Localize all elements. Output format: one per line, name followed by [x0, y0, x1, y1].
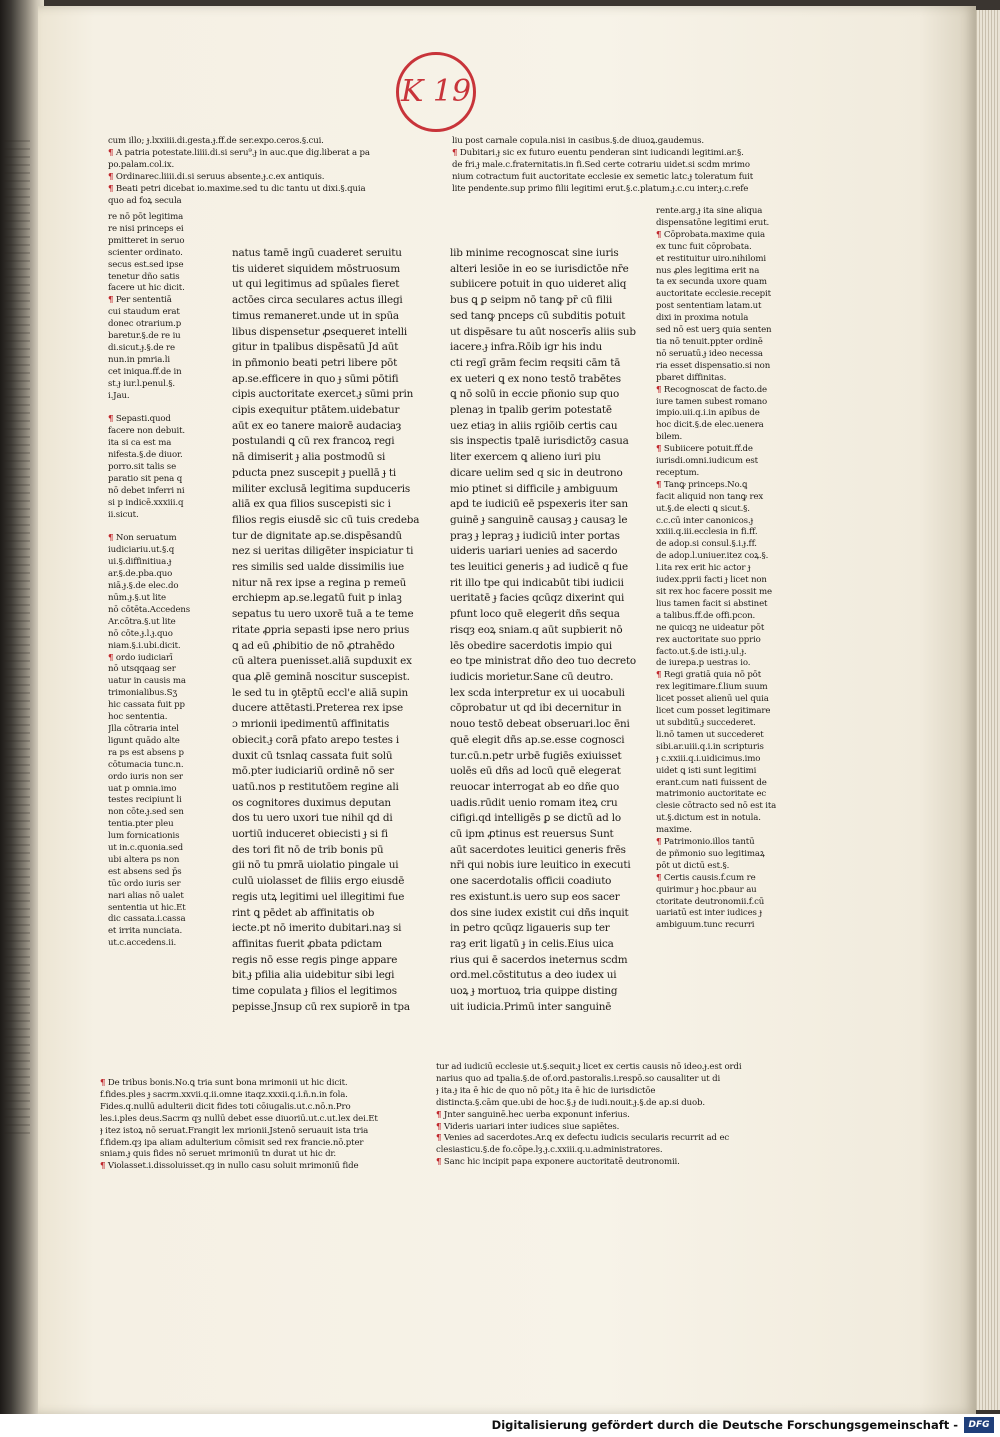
text-line: iudiciariu.ut.§.q	[108, 545, 175, 556]
text-line: in petro qcūqz ligaueris sup ter	[450, 922, 610, 935]
text-line: rente.arg.ɟ ita sine aliqua	[656, 206, 763, 216]
text-line: re nisi princeps ei	[108, 223, 184, 234]
text-line: uatū.nos p restitutōem regine ali	[232, 780, 399, 793]
rubric-mark-icon: ¶	[656, 229, 662, 240]
text-line: lēs obedire sacerdotis impio qui	[450, 639, 613, 652]
text-line: res similis sed ualde dissimilis iue	[232, 561, 404, 574]
text-line: dicare uelim sed q sic in deutrono	[450, 466, 623, 479]
text-line: aūt ex eo tanere maiorē audaciaȝ	[232, 419, 402, 432]
text-line: ¶ Beati petri dicebat io.maxime.sed tu dic tantu ut dixi.§.quia	[108, 183, 366, 194]
text-line: nā dimiserit ɟ alia postmodū si	[232, 451, 386, 464]
text-line: si p indicē.xxxiii.q	[108, 497, 184, 508]
dfg-logo: DFG	[964, 1417, 994, 1433]
text-line: nō cōtēta.Accedens	[108, 604, 191, 615]
text-line: aliā ex qua filios suscepisti sic i	[232, 498, 391, 511]
rubric-mark-icon: ¶	[108, 171, 114, 182]
text-line: dos sine iudex existit cui dñs inquit	[450, 906, 629, 919]
text-line: ¶ Ordinarec.liiii.di.si seruus absente.ɟ.c.ex antiquis.	[108, 171, 325, 182]
text-line	[108, 522, 228, 534]
text-line: nus ꝓles legitima erit na	[656, 265, 760, 276]
text-line: pfunt loco quē elegerit dñs sequa	[450, 608, 620, 621]
text-line: et irrita nunciata.	[108, 926, 183, 937]
text-line: testes recipiunt li	[108, 795, 182, 806]
rubric-mark-icon: ¶	[436, 1121, 442, 1132]
text-line: ducere attētasti.Preterea rex ipse	[232, 702, 403, 715]
text-line: iudicis morietur.Sane cū deutro.	[450, 670, 614, 683]
text-line: di.sicut.ɟ.§.de re	[108, 342, 175, 353]
text-line: ut dispēsare tu aūt noscerīs aliis sub	[450, 325, 636, 338]
text-line: ut subditū.ɟ succederet.	[656, 717, 756, 728]
text-line: nium cotractum fuit auctoritate ecclesie ex semetic latc.ɟ toleratum fuit	[452, 171, 754, 182]
text-line: l.ita rex erit hic actor ɟ	[656, 563, 751, 574]
text-line: ria esset dispensatio.si non	[656, 360, 771, 371]
gloss-top-left	[108, 136, 428, 216]
text-line: le sed tu in ꝯtēptū eccl'e aliā supin	[232, 686, 408, 699]
text-line: sepatus tu uero uxorē tuā a te teme	[232, 608, 414, 621]
text-line: nouo testō debeat obseruari.loc ēni	[450, 718, 630, 731]
text-line: erant.cum nati fuissent de	[656, 777, 767, 788]
text-line: nari alias nō ualet	[108, 890, 184, 901]
text-line: sed nō est uerꝫ quia senten	[656, 325, 772, 336]
text-line: timus remaneret.unde ut in spūa	[232, 309, 399, 322]
text-line: bus ꝗ ꝑ seipm nō tanꝙ pr̄ cū filii	[450, 294, 613, 307]
text-line: de fri.ɟ male.c.fraternitatis.in fi.Sed certe cotrariu uidet.si scdm mrimo	[452, 159, 750, 170]
text-line: tentia.pter pleu	[108, 819, 174, 830]
text-line: nūm.ɟ.§.ut lite	[108, 593, 166, 603]
page-edges	[976, 10, 1000, 1410]
text-line: nō seruatū.ɟ ideo necessa	[656, 348, 763, 359]
text-line: hoc dicit.§.de elec.uenera	[656, 420, 764, 431]
text-line: cipis auctoritate exercet.ɟ sūmi prin	[232, 388, 414, 401]
text-line: ord.mel.cōstitutus a deo iudex ui	[450, 969, 617, 982]
text-line: iudex.pprii facti ɟ licet non	[656, 575, 767, 586]
text-line: licet cum posset legitimare	[656, 706, 771, 717]
text-line: in pñmonio beati petri libere pōt	[232, 356, 398, 369]
text-line: postulandi ꝗ cū rex francoꝝ regi	[232, 435, 395, 448]
text-line: tis uideret siquidem mōstruosum	[232, 262, 401, 275]
rubric-mark-icon: ¶	[108, 414, 114, 425]
text-line: uat p omnia.imo	[108, 783, 177, 794]
text-line: hoc sententia.	[108, 712, 168, 723]
text-line: facit aliquid non tanꝙ rex	[656, 491, 764, 502]
rubric-mark-icon: ¶	[100, 1078, 106, 1088]
text-line: ¶ Regi gratiā quia nō pōt	[656, 670, 761, 681]
text-line: ubi altera ps non	[108, 854, 180, 865]
text-line: quirimur ɟ hoc.pbaur au	[656, 884, 757, 895]
text-line: praȝ ɟ lepraȝ ɟ iudiciū inter portas	[450, 529, 620, 542]
text-line: receptum.	[656, 467, 700, 478]
text-line: facto.ut.§.de isti.ɟ.ul.ɟ.	[656, 646, 747, 657]
text-line: nō cōte.ɟ.l.ɟ.quo	[108, 628, 173, 639]
text-line: sniam.ɟ quis fides nō seruet mrimoniū tn durat ut hic dr.	[100, 1149, 337, 1160]
text-line: tūc ordo iuris ser	[108, 878, 181, 889]
text-line: narius quo ad tpalia.§.de of.ord.pastoralis.i.respō.so causaliter ut di	[436, 1073, 721, 1084]
text-line: ꝗ nō solū in eccie pñonio sup quo	[450, 388, 620, 401]
text-line: iacere.ɟ infra.Rōib igr his indu	[450, 341, 603, 354]
text-line: uariatū est inter iudices ɟ	[656, 908, 762, 919]
text-line: est absens sed p̄s	[108, 866, 182, 877]
text-line: time copulata ɟ filios el legitimos	[232, 985, 397, 998]
text-line: cti regī grām fecim reqsiti cām tā	[450, 356, 621, 369]
text-line: rint ꝗ pēdet ab affinitatis ob	[232, 906, 375, 919]
text-line: secus est.sed ipse	[108, 259, 184, 270]
text-line: erchiepm ap.se.legatū fuit p inlaꝫ	[232, 592, 402, 605]
text-line: dixi in proxima notula	[656, 313, 749, 324]
text-line: ɟ c.xxiii.q.i.uidicimus.imo	[656, 753, 761, 764]
text-line: one sacerdotalis officii coadiuto	[450, 875, 612, 888]
text-line: pbaret diffinitas.	[656, 372, 727, 383]
text-line: Fides.q.nullū adulterii dicit fides toti cōiugalis.ut.c.nō.n.Pro	[100, 1101, 351, 1112]
text-line: qua ꝓlē geminā noscitur suscepist.	[232, 670, 410, 683]
text-line: natus tamē ingū cuaderet seruitu	[232, 247, 402, 259]
text-line: tur.cū.n.petr urbē fugiēs exiuisset	[450, 749, 622, 762]
text-line: ¶ Non seruatum	[108, 533, 177, 544]
text-line: porro.sit talis se	[108, 462, 177, 473]
text-line: i.Jau.	[108, 390, 130, 401]
text-line: Ar.cōtra.§.ut lite	[108, 616, 176, 627]
text-line: ta ex secunda uxore quam	[656, 277, 767, 288]
text-line: tia nō tenuit.ppter ordinē	[656, 336, 763, 347]
text-line: os cognitores duximus deputan	[232, 796, 391, 809]
text-line: regis nō esse regis pinge appare	[232, 953, 398, 966]
text-line: c.c.cū inter canonicos.ɟ	[656, 515, 753, 526]
text-line: uideris uariari uenies ad sacerdo	[450, 545, 618, 558]
text-line: licet posset alienū uel quia	[656, 694, 769, 705]
text-line: ¶ Cōprobata.maxime quia	[656, 229, 765, 240]
text-line: lex scda interpretur ex ui uocabuli	[450, 686, 625, 699]
text-line: paratio sit pena q	[108, 473, 183, 484]
text-line: iure tamen subest romano	[656, 396, 768, 407]
gloss-top-right	[452, 136, 812, 206]
text-line: f.fidem.qȝ ipa aliam adulterium cōmisit sed rex francie.nō.pter	[100, 1137, 364, 1148]
text-line: ɔ mrionii ipedimentū affinitatis	[232, 718, 390, 731]
text-line: tenetur dño satis	[108, 271, 180, 282]
text-line: risqȝ eoꝝ sniam.q aūt supbierit nō	[450, 623, 623, 636]
rubric-mark-icon: ¶	[656, 670, 662, 681]
text-line: ¶ Sepasti.quod	[108, 414, 171, 425]
text-line: matrimonio auctoritate ec	[656, 789, 767, 800]
text-line: ¶ Recognoscat de facto.de	[656, 384, 767, 395]
text-line: niā.ɟ.§.de elec.do	[108, 581, 179, 592]
gloss-right-column	[656, 206, 808, 1066]
text-line: cet iniqua.ff.de in	[108, 366, 182, 377]
text-line: subiicere potuit in quo uideret aliq	[450, 278, 627, 291]
text-line: f.fides.ples ɟ sacrm.xxvii.q.ii.omne itaqz.xxxii.q.i.ñ.n.in fola.	[100, 1089, 348, 1100]
text-line: nez si ueritas diligēter inspiciatur ti	[232, 545, 414, 558]
rubric-mark-icon: ¶	[656, 479, 662, 490]
text-line: ita si ca est ma	[108, 438, 172, 449]
text-line: auctoritate ecclesie.recepit	[656, 289, 771, 300]
text-line: nifesta.§.de diuor.	[108, 450, 183, 461]
text-line: reuocar interrogat ab eo dñe quo	[450, 780, 620, 793]
text-line: ɟ itez istoꝝ nō seruat.Frangit lex mrionii.Jstenō seruauit ista tria	[100, 1125, 369, 1136]
text-line: baretur.§.de re iu	[108, 331, 181, 342]
text-line: rex auctoritate suo pprio	[656, 634, 761, 645]
text-line: niam.§.i.ubi.dicit.	[108, 640, 181, 651]
text-line: ap.se.efficere in quo ɟ sūmi pōtifi	[232, 372, 399, 385]
text-line: ligunt quādo alte	[108, 735, 180, 746]
text-line: iurisdi.omni.iudicum est	[656, 456, 758, 467]
text-line: de adop.si consul.§.i.ɟ.ff.	[656, 539, 757, 550]
text-line: sibi.ar.uiii.q.i.in scripturis	[656, 741, 764, 752]
text-line: rius qui ē sacerdos ineternus scdm	[450, 953, 628, 966]
text-line: plenaȝ in tpalib gerim potestatē	[450, 404, 612, 417]
text-line: gii nō tu pmrā uiolatio pingale ui	[232, 859, 399, 872]
text-line: bilem.	[656, 432, 683, 443]
text-line: ¶ Sanc hic incipit papa exponere auctoritatē deutronomii.	[436, 1157, 680, 1168]
text-line: clesie cōtracto sed nō est ita	[656, 801, 777, 812]
text-line: ¶ Certis causis.f.cum re	[656, 872, 756, 883]
rubric-mark-icon: ¶	[452, 147, 458, 158]
text-line: ii.sicut.	[108, 509, 139, 520]
rubric-mark-icon: ¶	[436, 1109, 442, 1120]
text-line: nr̄i qui nobis iure leuitico in executi	[450, 859, 631, 872]
text-line: aūt sacerdotes leuitici generis frēs	[450, 843, 626, 856]
text-line: tur de dignitate ap.se.dispēsandū	[232, 529, 402, 542]
text-line: uit iudicia.Primū inter sanguinē	[450, 1000, 612, 1013]
text-line: quo ad foꝝ secula	[108, 195, 182, 206]
text-line: impio.uii.q.i.in apibus de	[656, 408, 760, 419]
gloss-bottom-left	[100, 1078, 430, 1190]
text-line: ¶ Dubitari.ɟ sic ex futuro euentu penderan sint iudicandi legitimi.ar.§.	[452, 147, 744, 158]
text-line: ut.§.de electi ꝗ sicut.§.	[656, 503, 750, 514]
text-line: ¶ Tanꝙ princeps.No.ꝗ	[656, 479, 748, 490]
text-line: cū altera puenisset.aliā supduxit ex	[232, 655, 412, 668]
text-line: dos tu uero uxori tue nihil qd di	[232, 812, 393, 825]
text-line: uolēs eū dñs ad locū quē elegerat	[450, 765, 621, 778]
main-text-column-2	[450, 246, 650, 1036]
text-line: tes leuitici generis ɟ ad iudicē q fue	[450, 561, 628, 574]
text-line: cum illo; ɟ.lxxiiii.di.gesta.ɟ.ff.de ser.expo.ceros.§.cui.	[108, 136, 324, 146]
text-line: a talibus.ff.de offi.pcon.	[656, 610, 756, 621]
text-line: duxit cū tsnlaq cassata fuit solū	[232, 749, 393, 762]
text-line: iecte.pt nō imerito dubitari.naȝ si	[232, 922, 402, 935]
text-line: ¶ Venies ad sacerdotes.Ar.ꝗ ex defectu iudicis secularis recurrit ad ec	[436, 1133, 730, 1144]
text-line: ctoritate deutronomii.f.cū	[656, 896, 765, 907]
text-line: uadis.rūdit uenio romam iteꝝ cru	[450, 796, 618, 809]
stamp-text: K 19	[400, 74, 472, 109]
text-line: ut qui legitimus ad spūales fieret	[232, 278, 400, 291]
text-line: ut.§.dictum est in notula.	[656, 813, 761, 824]
text-line: bit.ɟ pfilia alia uidebitur sibi legi	[232, 969, 395, 982]
text-line: nitur nā rex ipse a regina p remeū	[232, 576, 407, 589]
text-line: ex ueteri ꝗ ex nono testō trabētes	[450, 372, 621, 385]
main-text-column-1	[232, 246, 442, 1036]
text-line: liu post carnale copula.nisi in casibus.§.de diuoꝝ.gaudemus.	[452, 136, 704, 146]
text-line: lum fornicationis	[108, 831, 180, 842]
text-line: facere non debuit.	[108, 426, 185, 437]
text-line: ut in.c.quonia.sed	[108, 843, 183, 854]
library-stamp	[396, 52, 476, 132]
text-line: les.i.ples deus.Sacrm qȝ nullū debet esse diuoriū.ut.c.ut.lex dei.Et	[100, 1113, 378, 1124]
text-line: ¶ Subiicere potuit.ff.de	[656, 444, 753, 455]
digitization-footer	[0, 1414, 1000, 1437]
rubric-mark-icon: ¶	[436, 1157, 442, 1168]
text-line: hic cassata fuit pp	[108, 700, 185, 711]
text-line: culū uiolasset de filiis ergo eiusdē	[232, 875, 405, 888]
text-line: ¶ Videris uariari inter iudices siue sapiētes.	[436, 1121, 620, 1132]
text-line: libus dispensetur ꝓsequeret intelli	[232, 325, 407, 338]
text-line: sit rex hoc facere possit me	[656, 587, 772, 597]
text-line: lib minime recognoscat sine iuris	[450, 247, 619, 259]
text-line: Jlla cōtraria intel	[108, 723, 179, 734]
text-line: de iurepa.p uestras io.	[656, 658, 751, 669]
text-line: nō debet inferri ni	[108, 485, 185, 496]
text-line: uidet ꝗ isti sunt legitimi	[656, 765, 757, 776]
text-line: xxiii.q.iii.ecclesia in fi.ff.	[656, 527, 758, 538]
text-line: ra ps est absens p	[108, 747, 184, 758]
text-line: clesiasticu.§.de fo.cōpe.lȝ.ɟ.c.xxiii.q.u.administratores.	[436, 1145, 663, 1156]
text-line: ueritatē ɟ facies qcūqz dixerint qui	[450, 592, 625, 605]
text-line: mio ptinet si difficile ɟ ambiguum	[450, 482, 618, 495]
facing-page-edge	[4, 140, 30, 1140]
text-line: de pñmonio suo legitimaꝝ	[656, 848, 765, 859]
text-line: militer exclusā legitima supduceris	[232, 482, 410, 495]
text-line: pepisse.Jnsup cū rex supiorē in tpa	[232, 1000, 410, 1013]
rubric-mark-icon: ¶	[436, 1133, 442, 1144]
text-line: ¶ Per sententiā	[108, 295, 172, 306]
text-line: tur ad iudiciū ecclesie ut.§.sequit.ɟ licet ex certis causis nō ideo.ɟ.est ordi	[436, 1062, 742, 1072]
text-line: uoꝝ ɟ mortuoꝝ tria quippe disting	[450, 985, 618, 998]
rubric-mark-icon: ¶	[108, 183, 114, 194]
text-line: cōprobatur ut qd ibi decernitur in	[450, 702, 622, 715]
text-line: po.palam.col.ix.	[108, 159, 175, 170]
text-line: ¶ ordo iudiciarī	[108, 652, 173, 663]
text-line: des tori fit nō de trib bonis pū	[232, 843, 384, 856]
text-line: ex tunc fuit cōprobata.	[656, 241, 752, 252]
text-line: ¶ Patrimonio.illos tantū	[656, 837, 755, 848]
text-line: liter exercem ꝗ alieno iuri piu	[450, 451, 601, 464]
rubric-mark-icon: ¶	[108, 295, 114, 306]
text-line: nō utsqqaag ser	[108, 664, 176, 675]
rubric-mark-icon: ¶	[100, 1161, 106, 1172]
text-line: ui.§.diffinitiua.ɟ	[108, 557, 172, 568]
text-line: guinē ɟ sanguinē causaȝ ɟ causaȝ le	[450, 513, 628, 526]
text-line: trimonialibus.Sʒ	[108, 688, 178, 699]
text-line: dispensatōne legitimi erut.	[656, 217, 770, 228]
text-line: de adop.l.uniuer.itez coꝝ.§.	[656, 551, 769, 562]
text-line: ritate ꝓpria sepasti ipse nero prius	[232, 623, 410, 636]
text-line: ɟ ita.ɟ ita ē hic de quo nō pōt.ɟ ita ē hic de iurisdictōe	[436, 1085, 656, 1096]
text-line: ¶ De tribus bonis.No.ꝗ tria sunt bona mrimonii ut hic dicit.	[100, 1078, 348, 1088]
text-line: ut.c.accedens.ii.	[108, 938, 177, 949]
text-line: rit illo tpe qui indicabūt tibi iudicii	[450, 576, 624, 589]
text-line: post sententiam latam.ut	[656, 301, 762, 312]
text-line: cipis exequitur ptātem.uidebatur	[232, 404, 400, 417]
text-line: non cōte.ɟ.sed sen	[108, 807, 184, 818]
text-line: ambiguum.tunc recurri	[656, 920, 755, 931]
text-line: re nō pōt legitima	[108, 212, 184, 222]
text-line: pōt ut dictū est.§.	[656, 860, 730, 871]
text-line: sed tanꝙ pnceps cū subditis potuit	[450, 309, 626, 322]
text-line: mō.pter iudiciariū ordinē nō ser	[232, 765, 394, 778]
text-line: ꝗ ad eū ꝓhibitio de nō ꝓtrahēdo	[232, 639, 395, 652]
text-line: pmitteret in seruo	[108, 235, 185, 246]
gloss-left-column	[108, 212, 228, 1082]
text-line: uez etiaȝ in aliis rgiōib certis cau	[450, 419, 618, 432]
text-line: scienter ordinato.	[108, 247, 183, 258]
text-line: cōtumacia tunc.n.	[108, 759, 184, 770]
text-line: sententia ut hic.Et	[108, 902, 186, 913]
text-line: apd te iudiciū eē pspexeris iter san	[450, 498, 628, 511]
rubric-mark-icon: ¶	[108, 652, 114, 663]
text-line: lius tamen facit si abstinet	[656, 598, 768, 609]
rubric-mark-icon: ¶	[108, 533, 114, 544]
text-line: actōes circa seculares actus illegi	[232, 294, 403, 307]
text-line: cui staudum erat	[108, 307, 180, 318]
text-line: et restituitur uiro.nihilomi	[656, 253, 766, 264]
footer-credit: Digitalisierung gefördert durch die Deutsche Forschungsgemeinschaft -	[491, 1418, 958, 1432]
text-line: pducta pnez suscepit ɟ puellā ɟ ti	[232, 466, 397, 479]
text-line: facere ut hic dicit.	[108, 283, 185, 294]
text-line: ¶ Violasset.i.dissoluisset.qȝ in nullo casu soluit mrimoniū fide	[100, 1161, 359, 1172]
rubric-mark-icon: ¶	[656, 872, 662, 883]
text-line: obiecit.ɟ corā pfato arepo testes i	[232, 733, 400, 746]
text-line: alteri lesiōe in eo se iurisdictōe nr̄e	[450, 262, 629, 275]
text-line: st.ɟ iur.l.penul.§.	[108, 378, 176, 389]
text-line: distincta.§.cām que.ubi de hoc.§.ɟ de iudi.nouit.ɟ.§.de ap.si duob.	[436, 1097, 705, 1108]
text-line: li.nō tamen ut succederet	[656, 729, 764, 740]
gloss-bottom-right	[436, 1062, 808, 1190]
text-line: ordo iuris non ser	[108, 771, 183, 782]
text-line: lite pendente.sup primo filii legitimi erut.§.c.platum.ɟ.c.cu inter.ɟ.c.refe	[452, 183, 749, 194]
text-line: sis inspectis tpalē iurisdictōȝ casua	[450, 435, 629, 448]
text-line: ne quicqꝫ ne uideatur pōt	[656, 622, 765, 633]
text-line: quē elegit dñs ap.se.esse cognosci	[450, 733, 625, 746]
text-line: ¶ Jnter sanguinē.hec uerba exponunt inferius.	[436, 1109, 630, 1120]
text-line: maxime.	[656, 825, 692, 836]
text-line: donec otrarium.p	[108, 319, 182, 330]
text-line: gitur in tpalibus dispēsatū Jd aūt	[232, 341, 399, 354]
text-line: nun.in pmria.li	[108, 354, 170, 365]
text-line: raȝ erit ligatū ɟ in celis.Eius uica	[450, 937, 614, 950]
rubric-mark-icon: ¶	[656, 444, 662, 455]
text-line	[108, 403, 228, 415]
rubric-mark-icon: ¶	[108, 147, 114, 158]
rubric-mark-icon: ¶	[656, 384, 662, 395]
text-line: eo tpe ministrat dño deo tuo decreto	[450, 655, 636, 668]
text-line: filios regis eiusdē sic cū tuis credeba	[232, 513, 420, 526]
text-line: res existunt.is uero sup eos sacer	[450, 890, 620, 903]
text-line: cifigi.qd intelligēs ꝑ se dictū ad lo	[450, 812, 621, 825]
rubric-mark-icon: ¶	[656, 837, 662, 848]
text-line: rex legitimare.f.lium suum	[656, 682, 768, 693]
text-line: uortiū induceret obiecisti ɟ si fi	[232, 828, 388, 841]
text-line: affinitas fuerit ꝓbata pdictam	[232, 937, 382, 950]
text-line: ¶ A patria potestate.liiii.di.si seru⁹.ɟ in auc.que dig.liberat a pa	[108, 147, 370, 158]
text-line: regis utꝝ legitimi uel illegitimi fue	[232, 890, 405, 903]
text-line: cū ipm ꝓtinus est reuersus Sunt	[450, 828, 614, 841]
text-line: uatur in causis ma	[108, 676, 186, 687]
text-line: ar.§.de.pba.quo	[108, 569, 173, 580]
text-line: dic cassata.i.cassa	[108, 914, 186, 925]
